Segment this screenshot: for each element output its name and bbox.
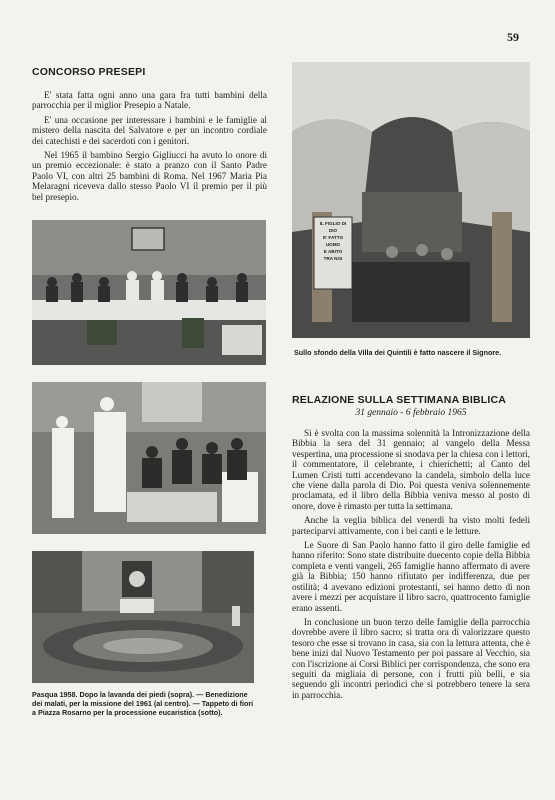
flower-carpet-photo bbox=[32, 551, 254, 683]
relazione-paragraph-1: Si è svolta con la massima solennità la Intronizzazione della Bibbia la sera del 31 gennaio; al vangelo della Messa vespertina, una processione si snodava per la chiesa con i lettori, il commentatore, il celebrante, i chierichetti; al Canto del Lumen Cristi tutti accendevano la candela, simbolo della luce che viene dalla parola di Dio. Poi questa veniva solennemente proclamata, ed il libro della Bibbia veniva messo al posto di onore, dove è rimasto per tutta la settimana. bbox=[292, 428, 530, 511]
sign-line: E' FATTO UOMO bbox=[322, 235, 344, 247]
relazione-paragraph-3: Le Suore di San Paolo hanno fatto il giro delle famiglie ed hanno riferito: Sono state distribuite duecento copie della Bibbia completa e venti vangeli, 265 famiglie hanno affermato di avere già la Bibbia; 150 hanno rifiutato per indifferenza, due per ostilità; 4 avevano edizioni protestanti, sei hanno detto di non avere i mezzi per acquistare il libro sacro, quattrocento famiglie erano assenti. bbox=[292, 540, 530, 613]
presepio-caption: Sullo sfondo della Villa dei Quintili è fatto nascere il Signore. bbox=[294, 348, 502, 357]
relazione-body bbox=[292, 428, 530, 700]
concorso-title: CONCORSO PRESEPI bbox=[32, 66, 146, 78]
photos-caption: Pasqua 1958. Dopo la lavanda dei piedi (sopra). — Benedizione dei malati, per la missione del 1961 (al centro). — Tappeto di fiori a Piazza Rosarno per la processione eucaristica (sotto). bbox=[32, 690, 254, 717]
relazione-paragraph-4: In conclusione un buon terzo delle famiglie della parrocchia dovrebbe avere il libro sacro; si tratta ora di valorizzare questo tesoro che esse si trovano in casa, sia con la lettura attenta, che è bene inizi dal Nuovo Testamento per poi passare al Vecchio, sia con l'iscrizione ai Corsi Biblici per corrispondenza, che sono era seguiti da migliaia di persone, con i frutti più belli, e sia seguendo gli incontri periodici che si potrebbero tenere la sera in parrocchia. bbox=[292, 616, 530, 700]
presepio-photo bbox=[292, 62, 530, 338]
concorso-paragraph-3: Nel 1965 il bambino Sergio Gigliucci ha avuto lo onore di un premio eccezionale: è stato a pranzo con il Santo Padre Paolo VI, con altri 25 bambini di Roma. Nel 1967 Maria Pia Melaragni riceveva dallo stesso Paolo VI il premio per il più bel presepio. bbox=[32, 150, 267, 202]
concorso-paragraph-2: E' una occasione per interessare i bambini e le famiglie al mistero della nascita del Salvatore e per un incontro cordiale dei catechisti e dei sacerdoti con i genitori. bbox=[32, 114, 267, 146]
presepio-sign bbox=[316, 220, 350, 262]
relazione-title: RELAZIONE SULLA SETTIMANA BIBLICA bbox=[292, 394, 507, 406]
foot-washing-photo bbox=[32, 382, 266, 534]
page-number: 59 bbox=[507, 30, 519, 44]
concorso-body bbox=[32, 90, 267, 202]
relazione-dates: 31 gennaio - 6 febbraio 1965 bbox=[355, 408, 467, 418]
banquet-photo bbox=[32, 220, 266, 365]
sign-line: TRA NOI bbox=[323, 256, 343, 261]
concorso-paragraph-1: E' stata fatta ogni anno una gara fra tutti bambini della parrocchia per il miglior Presepio a Natale. bbox=[32, 90, 267, 111]
sign-line: IL FIGLIO DI DIO bbox=[319, 221, 347, 233]
relazione-paragraph-2: Anche la veglia biblica del venerdì ha visto molti fedeli parteciparvi attivamente, con i bei canti e le letture. bbox=[292, 515, 530, 536]
sign-line: E ABITO bbox=[323, 249, 343, 254]
